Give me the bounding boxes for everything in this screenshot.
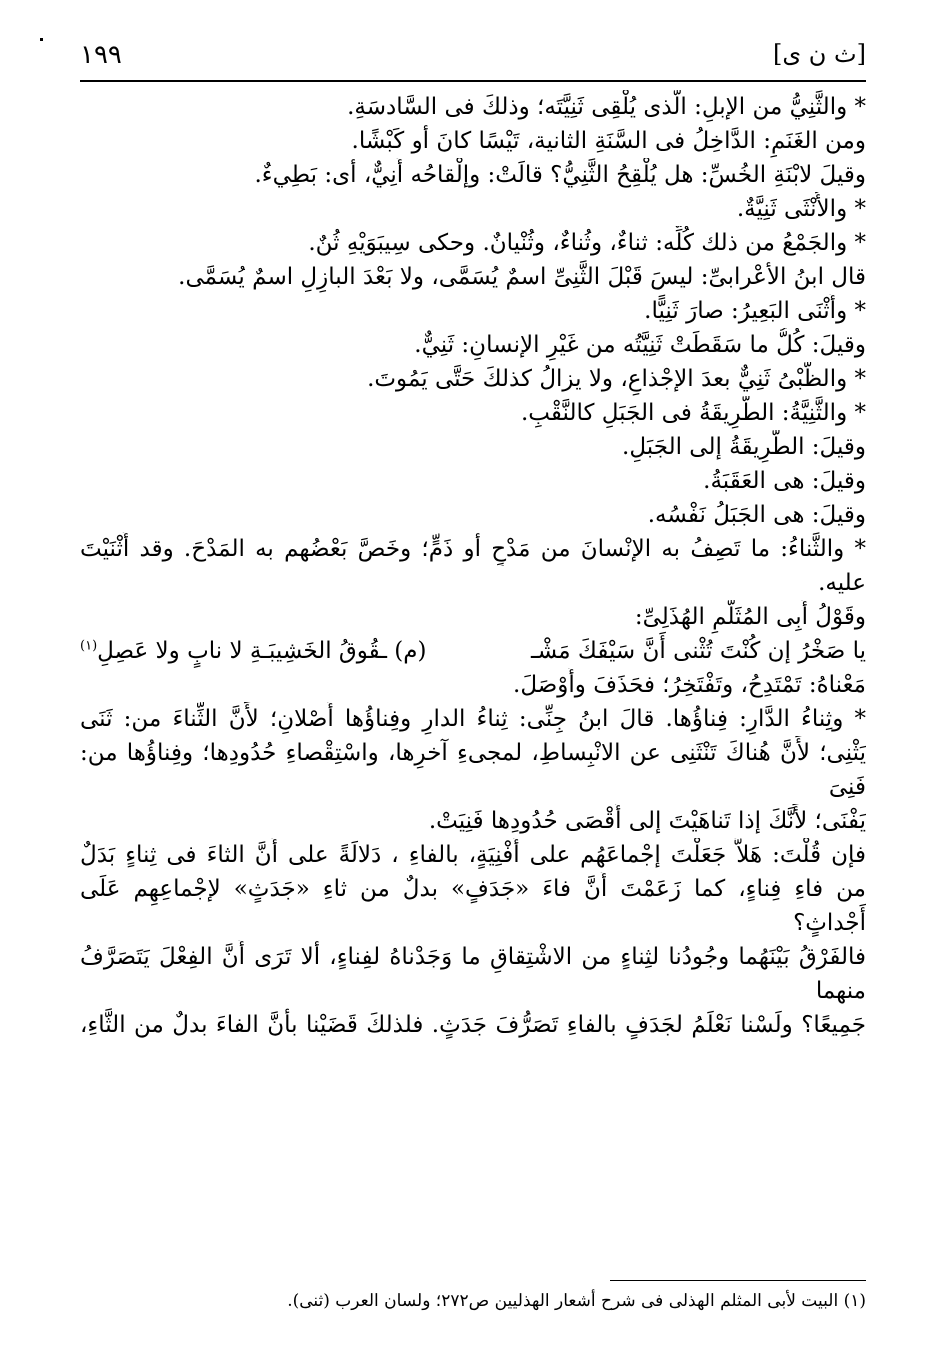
text-line: وقيلَ: هى الجَبَلُ نَفْسُه. [647,502,866,528]
text-line: * وثِناءُ الدَّارِ: فِناؤُها. قالَ ابنُ جِنِّى: ثِناءُ الدارِ وفِناؤُها أَصْلانِ؛ لأَنَّ الثِّناءَ من: ثَنَى [80,706,866,732]
text-line: * وأَثْنَى البَعِيرُ: صارَ ثَنِيًّا. [644,298,866,324]
text-line: يَثْنِى؛ لأَنَّ هُناكَ تَنْثَنِى عن الانْبِساطِ، لمجىءِ آخرِها، واسْتِقْصاءِ حُدُودِها؛ وفِناؤُها من: فَنِىَ [80,740,866,800]
header-rule [80,80,866,82]
text-line: * والثَّنِيُّ من الإبلِ: الَّذى يُلْقِى ثَنِيَّتَه؛ وذلكَ فى السَّادسَةِ. [347,94,866,120]
margin-dot [40,38,43,41]
text-line: عليه. [818,570,866,596]
text-line: * والأُنْثَى ثَنِيَّةٌ. [736,196,866,222]
text-line: قال ابنُ الأعْرابىِّ: ليسَ قَبْلَ الثَّنِىِّ اسمٌ يُسَمَّى، ولا بَعْدَ البازِلِ اسمٌ يُسَمَّى. [178,264,866,290]
text-line: * والثَّنِيَّةُ: الطَّرِيقَةُ فى الجَبَلِ كالنَّقْبِ. [521,400,866,426]
footnote: (١) البيت لأبى المثلم الهذلى فى شرح أشعار الهذليين ص٢٧٢؛ ولسان العرب (ثنى). [287,1291,866,1311]
verse-first-hemistich: يا صَخْرُ إن كُنْتَ تُثْنى أَنَّ سَيْفَكَ مَشْـ [531,638,866,664]
entry-root-label: [ث ن ى] [773,40,866,68]
text-line: مَعْناهُ: تَمْتَدِحُ، وتَفْتَخِرُ؛ فحَذَفَ وأَوْصَلَ. [513,672,866,698]
text-line: فالفَرْقُ بَيْنَهُما وجُودُنا لثِناءٍ من الاشْتِقاقِ ما وَجَدْناهُ لفِناءٍ، ألا تَرَى أَنَّ الفِعْلَ يَتَصَرَّفُ منهما [80,944,866,1004]
text-line: * والثَّناءُ: ما تَصِفُ به الإنْسانَ من مَدْحٍ أو ذَمٍّ؛ وخَصَّ بَعْضُهم به المَدْحَ. وقد أَثْنَيْتَ [80,536,866,562]
text-line: وقيلَ: كُلُّ ما سَقَطَتْ ثَنِيَّتُه من غَيْرِ الإنسانِ: ثَنِيٌّ. [414,332,866,358]
text-line: فإن قُلْتَ: هَلاَّ جَعَلْتَ إجْماعَهُم على أَفْنِيَةٍ، بالفاءِ ، دَلالَةً على أَنَّ الثاءَ فى ثِناءٍ بَدَلٌ [80,842,866,868]
text-line: جَمِيعًا؟ ولَسْنا نَعْلَمُ لجَدَفٍ بالفاءِ تَصَرُّفَ جَدَثٍ. فلذلكَ قَضَيْنا بأَنَّ الفاءَ بدلٌ من الثَّاءِ، [80,1012,866,1038]
text-line: وقيلَ: الطَّرِيقَةُ إلى الجَبَلِ. [622,434,866,460]
text-line: * والجَمْعُ من ذلك كُلِّه: ثناءٌ، وثُناءٌ، وثُنْيانٌ. وحكى سِيبَوَيْهِ ثُنٌ. [308,230,866,256]
text-line: وقيلَ: هى العَقَبَةُ. [703,468,866,494]
text-line: يَفْنَى؛ لأَنَّكَ إذا تَناهَيْتَ إلى أَقْصَى حُدُودِها فَنِيَتْ. [428,808,866,834]
main-text [80,90,866,1042]
text-line: ومن الغَنَمِ: الدَّاخِلُ فى السَّنَةِ الثانية، تَيْسًا كانَ أو كَبْشًا. [351,128,866,154]
text-line: * والظَّبْىُ ثَنِيٌّ بعدَ الإجْذاعِ، ولا يزالُ كذلكَ حَتَّى يَمُوتَ. [367,366,866,392]
text-line: من فاءِ فِناءٍ، كما زَعَمْتَ أَنَّ فاءَ «جَدَفٍ» بدلٌ من ثاءِ «جَدَثٍ» لإجْماعِهِم عَلَى أَجْداثٍ؟ [80,876,866,936]
footnote-rule [610,1280,866,1281]
page-header [80,40,866,80]
text-line: وقيلَ لابْنَةِ الخُسِّ: هل يُلْقِحُ الثَّنِيُّ؟ قالَتْ: وإلْقاحُه أَنِيٌّ، أى: بَطِيءٌ. [254,162,866,188]
poetry-verse [80,634,866,668]
verse-second-hemistich: (م) ـقُوقُ الخَشِيبَـةِ لا نابٍ ولا عَصِلِ [97,638,427,664]
footnote-mark: (١) [80,638,98,654]
text-line: وقَوْلُ أَبِى المُثَلَّمِ الهُذَلِىِّ: [634,604,866,630]
page-number: ١٩٩ [80,40,122,70]
verse-second-hemistich-wrap [80,634,427,668]
